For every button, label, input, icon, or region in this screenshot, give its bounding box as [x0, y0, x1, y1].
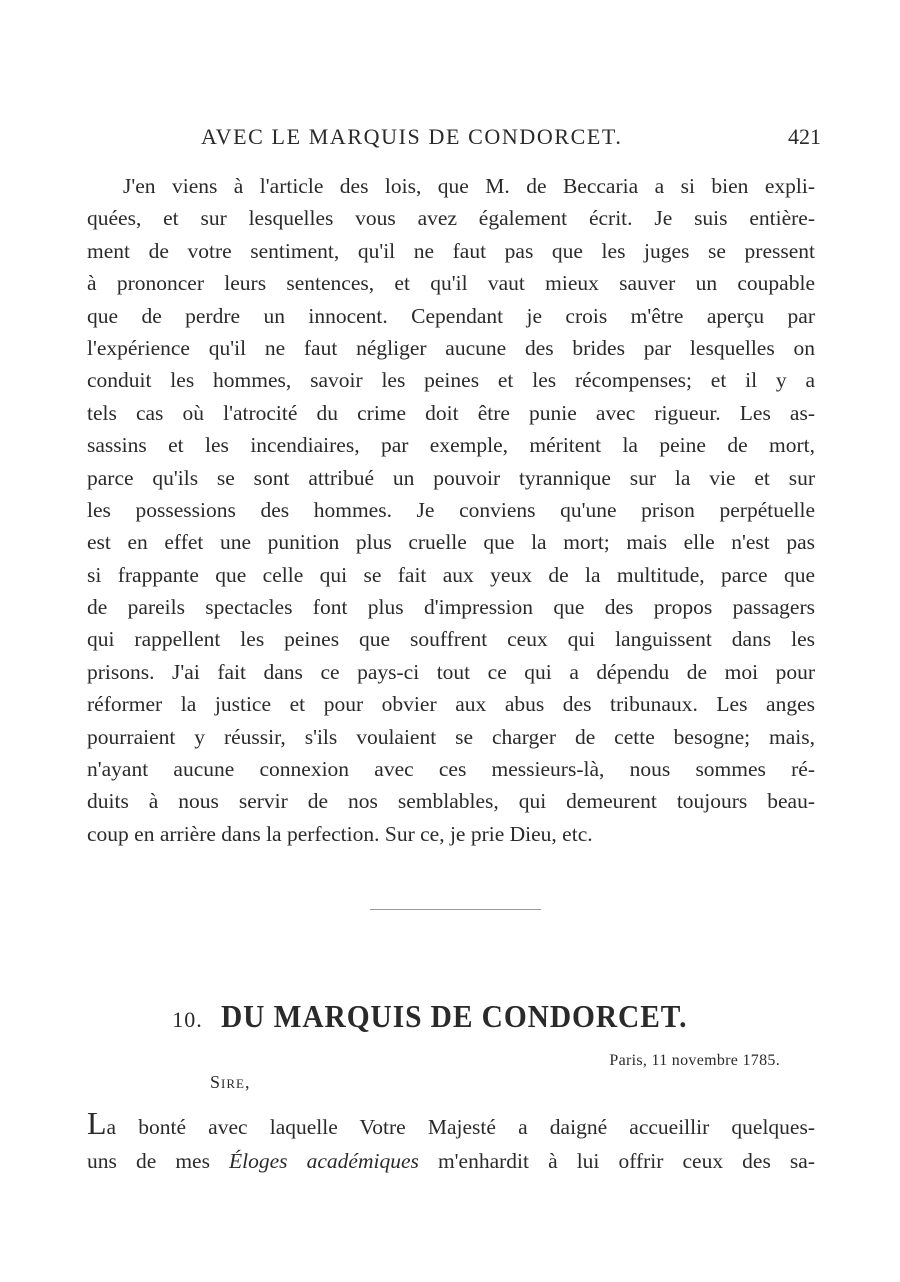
page-number: 421	[788, 124, 821, 149]
text-line: pourraient y réussir, s'ils voulaient se charger de cette besogne; mais,	[87, 724, 815, 749]
text-line	[87, 1105, 815, 1144]
section-divider	[370, 909, 541, 910]
running-head-title: AVEC LE MARQUIS DE CONDORCET.	[201, 124, 623, 149]
text-line: de pareils spectacles font plus d'impression que des propos passagers	[87, 595, 815, 620]
text-line: tels cas où l'atrocité du crime doit être punie avec rigueur. Les as-	[87, 400, 815, 425]
text-line: duits à nous servir de nos semblables, qui demeurent toujours beau-	[87, 789, 815, 814]
letter-text	[87, 1105, 815, 1178]
section-heading	[0, 998, 900, 1035]
text-line: ment de votre sentiment, qu'il ne faut pas que les juges se pressent	[87, 238, 815, 263]
text-segment: uns de mes	[87, 1149, 230, 1173]
section-number: 10.	[172, 1007, 203, 1032]
text-line: réformer la justice et pour obvier aux abus des tribunaux. Les anges	[87, 692, 815, 717]
letter-dateline: Paris, 11 novembre 1785.	[609, 1052, 780, 1069]
text-line-rest: a bonté avec laquelle Votre Majesté a daigné accueillir quelques-	[106, 1115, 815, 1139]
text-line: qui rappellent les peines que souffrent ceux qui languissent dans les	[87, 627, 815, 652]
text-line: sassins et les incendiaires, par exemple, méritent la peine de mort,	[87, 433, 815, 458]
text-line: coup en arrière dans la perfection. Sur ce, je prie Dieu, etc.	[87, 821, 593, 846]
section-title: DU MARQUIS DE CONDORCET.	[220, 998, 688, 1034]
text-line	[87, 1144, 815, 1178]
text-line: si frappante que celle qui se fait aux yeux de la multitude, parce que	[87, 562, 815, 587]
letter-salutation: Sire,	[210, 1072, 251, 1092]
book-title: Éloges académiques	[229, 1149, 419, 1173]
text-line: est en effet une punition plus cruelle que la mort; mais elle n'est pas	[87, 530, 815, 555]
text-line: prisons. J'ai fait dans ce pays-ci tout ce qui a dépendu de moi pour	[87, 659, 815, 684]
drop-cap: L	[87, 1105, 107, 1141]
previous-letter-text	[87, 170, 815, 850]
text-line: J'en viens à l'article des lois, que M. de Beccaria a si bien expli-	[123, 174, 815, 198]
text-line: quées, et sur lesquelles vous avez également écrit. Je suis entière-	[87, 206, 815, 231]
text-segment: m'enhardit à lui offrir ceux des sa-	[418, 1149, 815, 1173]
text-line: conduit les hommes, savoir les peines et les récompenses; et il y a	[87, 368, 815, 393]
text-line: à prononcer leurs sentences, et qu'il vaut mieux sauver un coupable	[87, 271, 815, 296]
text-line: que de perdre un innocent. Cependant je crois m'être aperçu par	[87, 303, 815, 328]
text-line: l'expérience qu'il ne faut négliger aucune des brides par lesquelles on	[87, 335, 815, 360]
text-line: les possessions des hommes. Je conviens qu'une prison perpétuelle	[87, 497, 815, 522]
text-line: n'ayant aucune connexion avec ces messieurs-là, nous sommes ré-	[87, 757, 815, 782]
text-line: parce qu'ils se sont attribué un pouvoir tyrannique sur la vie et sur	[87, 465, 815, 490]
